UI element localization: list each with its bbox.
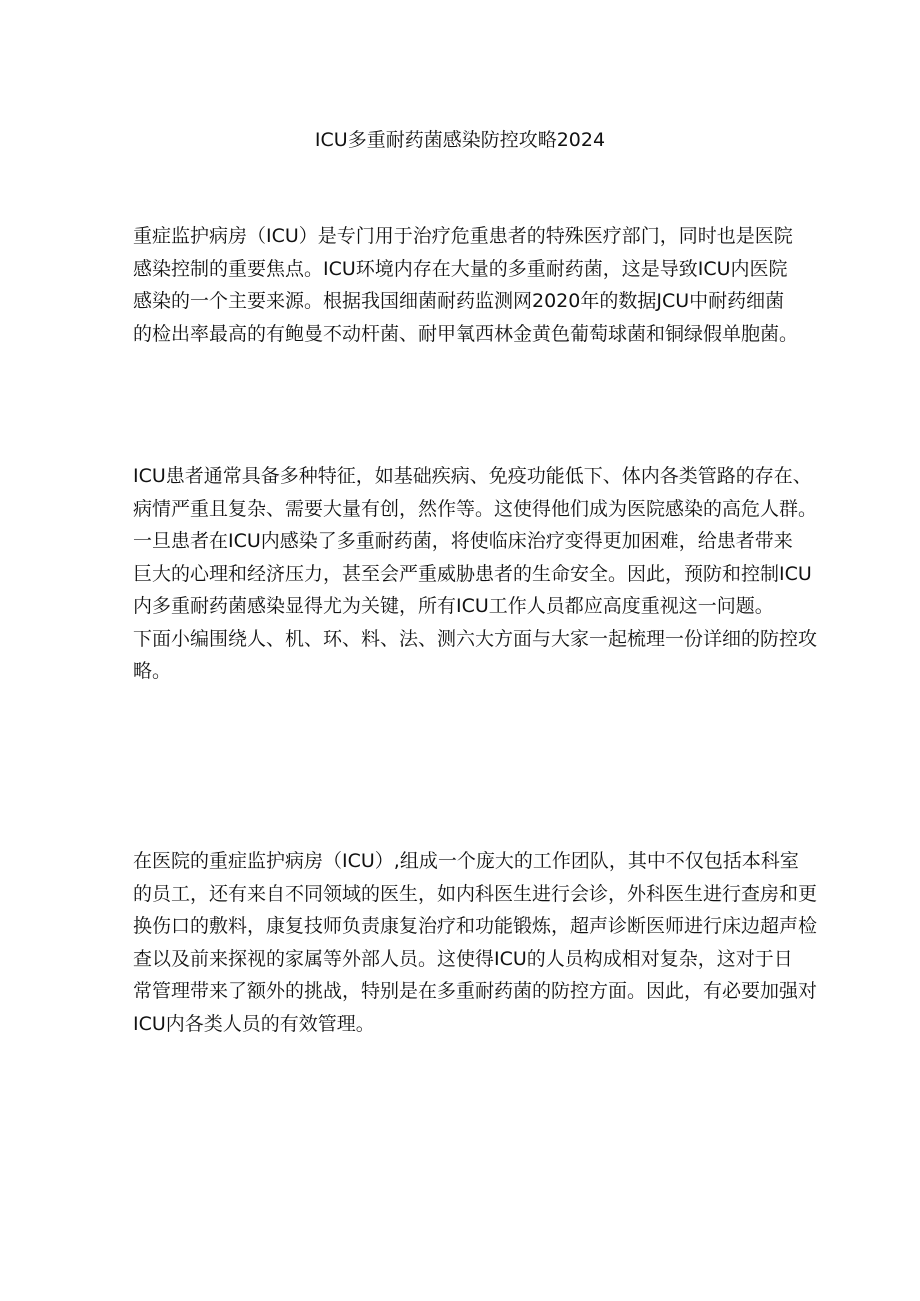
paragraph-line: 的检出率最高的有鲍曼不动杆菌、耐甲氧西林金黄色葡萄球菌和铜绿假单胞菌。 <box>133 322 799 345</box>
paragraph-line: 的员工，还有来自不同领域的医生，如内科医生进行会诊，外科医生进行查房和更 <box>133 882 818 905</box>
paragraph-intro <box>133 220 798 350</box>
paragraph-line: 病情严重且复杂、需要大量有创，然作等。这使得他们成为医院感染的高危人群。 <box>133 497 818 520</box>
paragraph-patient-features <box>133 460 818 688</box>
paragraph-staff-management <box>133 845 818 1040</box>
document-title: ICU多重耐药菌感染防控攻略2024 <box>314 129 606 151</box>
paragraph-line: 感染的一个主要来源。根据我国细菌耐药监测网2020年的数据JCU中耐药细菌 <box>133 290 785 312</box>
paragraph-line: 内多重耐药菌感染显得尤为关键，所有ICU工作人员都应高度重视这一问题。 <box>133 595 774 617</box>
paragraph-line: 在医院的重症监护病房（ICU）,组成一个庞大的工作团队，其中不仅包括本科室 <box>133 850 799 872</box>
paragraph-line: 常管理带来了额外的挑战，特别是在多重耐药菌的防控方面。因此，有必要加强对 <box>133 980 818 1002</box>
paragraph-line: 略。 <box>133 660 172 682</box>
paragraph-line: 重症监护病房（ICU）是专门用于治疗危重患者的特殊医疗部门，同时也是医院 <box>133 225 793 247</box>
paragraph-line: 查以及前来探视的家属等外部人员。这使得ICU的人员构成相对复杂，这对于日 <box>133 947 793 970</box>
paragraph-line: 一旦患者在ICU内感染了多重耐药菌，将使临床治疗变得更加困难，给患者带来 <box>133 530 793 552</box>
paragraph-line: 下面小编围绕人、机、环、料、法、测六大方面与大家一起梳理一份详细的防控攻 <box>133 627 818 650</box>
paragraph-line: 感染控制的重要焦点。ICU环境内存在大量的多重耐药菌，这是导致ICU内医院 <box>133 257 788 280</box>
paragraph-line: ICU患者通常具备多种特征，如基础疾病、免疫功能低下、体内各类管路的存在、 <box>133 465 812 487</box>
paragraph-line: ICU内各类人员的有效管理。 <box>133 1012 375 1035</box>
paragraph-line: 巨大的心理和经济压力，甚至会严重威胁患者的生命安全。因此，预防和控制ICU <box>133 562 812 585</box>
paragraph-line: 换伤口的敷料，康复技师负责康复治疗和功能锻炼，超声诊断医师进行床边超声检 <box>133 915 818 937</box>
